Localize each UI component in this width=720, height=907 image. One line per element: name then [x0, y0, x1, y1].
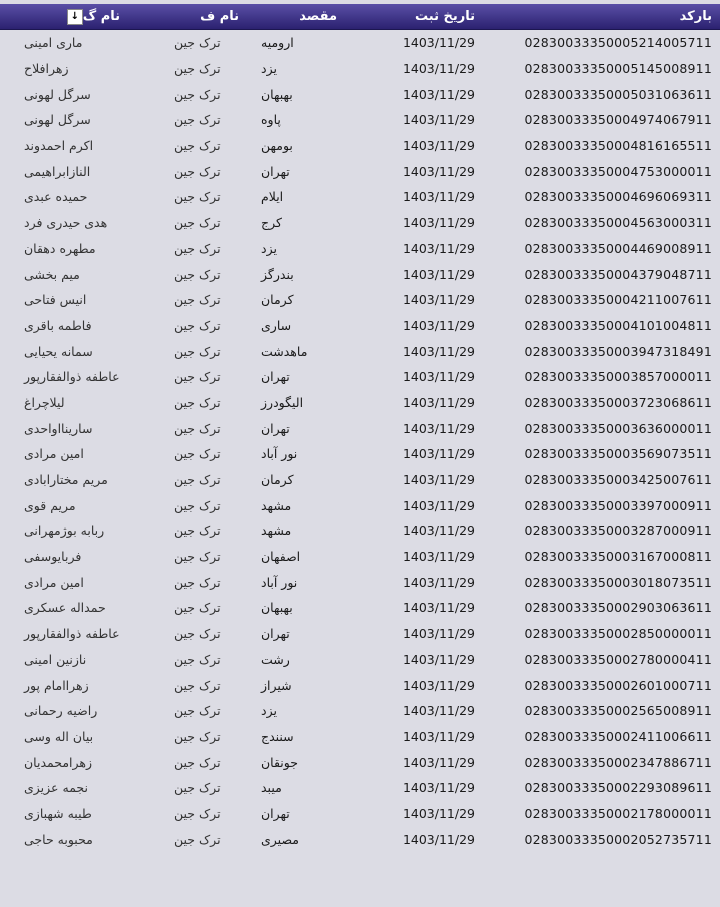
cell-barcode[interactable]: 02830033350002601000711 — [524, 677, 712, 693]
header-destination[interactable]: مقصد — [299, 9, 337, 24]
cell-barcode[interactable]: 02830033350005145008911 — [524, 61, 712, 77]
cell-first-name[interactable]: ترک جین — [174, 549, 221, 565]
cell-first-name[interactable]: ترک جین — [174, 497, 221, 513]
cell-last-name[interactable]: مطهره دهقان — [24, 240, 96, 256]
cell-barcode[interactable]: 02830033350002565008911 — [524, 703, 712, 719]
cell-first-name[interactable]: ترک جین — [174, 446, 221, 462]
cell-date[interactable]: 1403/11/29 — [402, 292, 475, 308]
cell-destination[interactable]: کرمان — [261, 472, 294, 488]
cell-last-name[interactable]: لیلاچراغ — [24, 394, 65, 410]
cell-destination[interactable]: ماهدشت — [261, 343, 308, 359]
table-row[interactable] — [0, 30, 720, 56]
cell-date[interactable]: 1403/11/29 — [402, 240, 475, 256]
cell-barcode[interactable]: 02830033350002850000011 — [524, 626, 712, 642]
cell-first-name[interactable]: ترک جین — [174, 215, 221, 231]
cell-date[interactable]: 1403/11/29 — [402, 163, 475, 179]
cell-barcode[interactable]: 02830033350003167000811 — [524, 549, 712, 565]
cell-first-name[interactable]: ترک جین — [174, 831, 221, 847]
cell-barcode[interactable]: 02830033350002178000011 — [524, 805, 712, 821]
cell-barcode[interactable]: 02830033350002411006611 — [524, 728, 712, 744]
cell-destination[interactable]: بهبهان — [261, 86, 293, 102]
cell-date[interactable]: 1403/11/29 — [402, 497, 475, 513]
cell-barcode[interactable]: 02830033350003569073511 — [524, 446, 712, 462]
cell-date[interactable]: 1403/11/29 — [402, 549, 475, 565]
cell-destination[interactable]: شیراز — [261, 677, 292, 693]
cell-destination[interactable]: میبد — [261, 780, 282, 796]
table-row[interactable] — [0, 492, 720, 518]
cell-first-name[interactable]: ترک جین — [174, 523, 221, 539]
cell-destination[interactable]: اصفهان — [261, 549, 301, 565]
cell-date[interactable]: 1403/11/29 — [402, 138, 475, 154]
cell-date[interactable]: 1403/11/29 — [402, 728, 475, 744]
header-first-name[interactable]: نام ف — [200, 9, 239, 24]
cell-date[interactable]: 1403/11/29 — [402, 703, 475, 719]
cell-first-name[interactable]: ترک جین — [174, 626, 221, 642]
cell-destination[interactable]: تهران — [261, 163, 290, 179]
cell-first-name[interactable]: ترک جین — [174, 677, 221, 693]
cell-last-name[interactable]: بیان اله وسی — [24, 728, 94, 744]
cell-destination[interactable]: یزد — [261, 61, 277, 77]
cell-destination[interactable]: کرمان — [261, 292, 294, 308]
cell-last-name[interactable]: عاطفه ذوالفقارپور — [24, 626, 120, 642]
cell-last-name[interactable]: مریم قوی — [24, 497, 76, 513]
table-row[interactable] — [0, 338, 720, 364]
table-row[interactable] — [0, 698, 720, 724]
table-row[interactable] — [0, 801, 720, 827]
cell-destination[interactable]: یزد — [261, 240, 277, 256]
cell-last-name[interactable]: نجمه عزیزی — [24, 780, 88, 796]
cell-first-name[interactable]: ترک جین — [174, 574, 221, 590]
cell-last-name[interactable]: امین مرادی — [24, 574, 84, 590]
cell-first-name[interactable]: ترک جین — [174, 86, 221, 102]
header-last-name[interactable] — [0, 9, 134, 25]
cell-date[interactable]: 1403/11/29 — [402, 317, 475, 333]
cell-barcode[interactable]: 02830033350003397000911 — [524, 497, 712, 513]
cell-last-name[interactable]: فربایوسفی — [24, 549, 82, 565]
cell-first-name[interactable]: ترک جین — [174, 189, 221, 205]
table-row[interactable] — [0, 107, 720, 133]
cell-last-name[interactable]: عاطفه ذوالفقارپور — [24, 369, 120, 385]
cell-barcode[interactable]: 02830033350005214005711 — [524, 35, 712, 51]
cell-date[interactable]: 1403/11/29 — [402, 677, 475, 693]
cell-barcode[interactable]: 02830033350004753000011 — [524, 163, 712, 179]
cell-last-name[interactable]: ماری امینی — [24, 35, 83, 51]
table-row[interactable] — [0, 621, 720, 647]
table-row[interactable] — [0, 56, 720, 82]
cell-date[interactable]: 1403/11/29 — [402, 266, 475, 282]
cell-last-name[interactable]: سارینااواحدی — [24, 420, 93, 436]
table-row[interactable] — [0, 184, 720, 210]
cell-destination[interactable]: ساری — [261, 317, 292, 333]
cell-date[interactable]: 1403/11/29 — [402, 831, 475, 847]
table-row[interactable] — [0, 158, 720, 184]
cell-first-name[interactable]: ترک جین — [174, 651, 221, 667]
cell-destination[interactable]: تهران — [261, 369, 290, 385]
cell-barcode[interactable]: 02830033350004563000311 — [524, 215, 712, 231]
cell-last-name[interactable]: مریم مختارابادی — [24, 472, 108, 488]
cell-destination[interactable]: ارومیه — [261, 35, 294, 51]
table-row[interactable] — [0, 569, 720, 595]
cell-date[interactable]: 1403/11/29 — [402, 86, 475, 102]
table-row[interactable] — [0, 518, 720, 544]
table-row[interactable] — [0, 826, 720, 852]
cell-date[interactable]: 1403/11/29 — [402, 626, 475, 642]
cell-barcode[interactable]: 02830033350003947318491 — [524, 343, 712, 359]
cell-barcode[interactable]: 02830033350003018073511 — [524, 574, 712, 590]
header-row — [0, 4, 720, 30]
cell-date[interactable]: 1403/11/29 — [402, 420, 475, 436]
cell-last-name[interactable]: زهراامام پور — [24, 677, 89, 693]
table-row[interactable] — [0, 313, 720, 339]
cell-barcode[interactable]: 02830033350002052735711 — [524, 831, 712, 847]
cell-destination[interactable]: سنندج — [261, 728, 294, 744]
cell-destination[interactable]: تهران — [261, 626, 290, 642]
cell-barcode[interactable]: 02830033350002903063611 — [524, 600, 712, 616]
cell-destination[interactable]: نور آباد — [261, 574, 298, 590]
cell-destination[interactable]: بندرگز — [261, 266, 294, 282]
cell-date[interactable]: 1403/11/29 — [402, 35, 475, 51]
cell-first-name[interactable]: ترک جین — [174, 292, 221, 308]
cell-first-name[interactable]: ترک جین — [174, 240, 221, 256]
cell-last-name[interactable]: زهرامحمدیان — [24, 754, 93, 770]
table-row[interactable] — [0, 390, 720, 416]
cell-barcode[interactable]: 02830033350004974067911 — [524, 112, 712, 128]
cell-last-name[interactable]: اکرم احمدوند — [24, 138, 94, 154]
cell-last-name[interactable]: زهرافلاح — [24, 61, 69, 77]
cell-date[interactable]: 1403/11/29 — [402, 472, 475, 488]
table-row[interactable] — [0, 441, 720, 467]
table-row[interactable] — [0, 724, 720, 750]
cell-barcode[interactable]: 02830033350003287000911 — [524, 523, 712, 539]
cell-destination[interactable]: رشت — [261, 651, 290, 667]
cell-barcode[interactable]: 02830033350005031063611 — [524, 86, 712, 102]
table-row[interactable] — [0, 647, 720, 673]
table-row[interactable] — [0, 775, 720, 801]
cell-last-name[interactable]: راضیه رحمانی — [24, 703, 98, 719]
header-barcode[interactable]: بارکد — [679, 9, 712, 24]
cell-last-name[interactable]: حمیده عبدی — [24, 189, 88, 205]
cell-destination[interactable]: تهران — [261, 805, 290, 821]
cell-last-name[interactable]: طیبه شهبازی — [24, 805, 92, 821]
cell-barcode[interactable]: 02830033350004101004811 — [524, 317, 712, 333]
cell-first-name[interactable]: ترک جین — [174, 369, 221, 385]
table-row[interactable] — [0, 210, 720, 236]
sort-descending-icon[interactable]: ↓ — [67, 9, 83, 25]
cell-last-name[interactable]: ربابه بوژمهرانی — [24, 523, 105, 539]
table-row[interactable] — [0, 364, 720, 390]
cell-barcode[interactable]: 02830033350003425007611 — [524, 472, 712, 488]
cell-last-name[interactable]: میم بخشی — [24, 266, 80, 282]
cell-first-name[interactable]: ترک جین — [174, 600, 221, 616]
cell-last-name[interactable]: امین مرادی — [24, 446, 84, 462]
cell-destination[interactable]: الیگودرز — [261, 394, 304, 410]
cell-last-name[interactable]: فاطمه باقری — [24, 317, 92, 333]
cell-destination[interactable]: یزد — [261, 703, 277, 719]
cell-first-name[interactable]: ترک جین — [174, 266, 221, 282]
table-row[interactable] — [0, 81, 720, 107]
cell-date[interactable]: 1403/11/29 — [402, 780, 475, 796]
header-date[interactable]: تاریخ ثبت — [415, 9, 475, 24]
table-row[interactable] — [0, 261, 720, 287]
cell-barcode[interactable]: 02830033350002293089611 — [524, 780, 712, 796]
table-row[interactable] — [0, 595, 720, 621]
cell-last-name[interactable]: هدی حیدری فرد — [24, 215, 108, 231]
cell-destination[interactable]: جونقان — [261, 754, 298, 770]
cell-barcode[interactable]: 02830033350004816165511 — [524, 138, 712, 154]
cell-last-name[interactable]: نازنین امینی — [24, 651, 87, 667]
cell-barcode[interactable]: 02830033350003636000011 — [524, 420, 712, 436]
cell-barcode[interactable]: 02830033350003857000011 — [524, 369, 712, 385]
cell-destination[interactable]: کرج — [261, 215, 282, 231]
cell-last-name[interactable]: سرگل لهونی — [24, 86, 91, 102]
cell-barcode[interactable]: 02830033350002780000411 — [524, 651, 712, 667]
cell-last-name[interactable]: سرگل لهونی — [24, 112, 91, 128]
cell-date[interactable]: 1403/11/29 — [402, 446, 475, 462]
cell-date[interactable]: 1403/11/29 — [402, 189, 475, 205]
cell-barcode[interactable]: 02830033350002347886711 — [524, 754, 712, 770]
cell-first-name[interactable]: ترک جین — [174, 35, 221, 51]
cell-date[interactable]: 1403/11/29 — [402, 215, 475, 231]
cell-date[interactable]: 1403/11/29 — [402, 61, 475, 77]
cell-destination[interactable]: بهبهان — [261, 600, 293, 616]
table-row[interactable] — [0, 287, 720, 313]
table-row[interactable] — [0, 236, 720, 262]
cell-destination[interactable]: تهران — [261, 420, 290, 436]
cell-date[interactable]: 1403/11/29 — [402, 369, 475, 385]
cell-first-name[interactable]: ترک جین — [174, 780, 221, 796]
cell-first-name[interactable]: ترک جین — [174, 754, 221, 770]
cell-barcode[interactable]: 02830033350004469008911 — [524, 240, 712, 256]
cell-destination[interactable]: مصیری — [261, 831, 299, 847]
cell-first-name[interactable]: ترک جین — [174, 703, 221, 719]
cell-first-name[interactable]: ترک جین — [174, 343, 221, 359]
cell-destination[interactable]: پاوه — [261, 112, 281, 128]
cell-last-name[interactable]: انیس فتاحی — [24, 292, 87, 308]
cell-first-name[interactable]: ترک جین — [174, 472, 221, 488]
cell-date[interactable]: 1403/11/29 — [402, 805, 475, 821]
cell-last-name[interactable]: حمداله عسکری — [24, 600, 106, 616]
table-row[interactable] — [0, 415, 720, 441]
cell-barcode[interactable]: 02830033350004211007611 — [524, 292, 712, 308]
cell-barcode[interactable]: 02830033350003723068611 — [524, 394, 712, 410]
cell-first-name[interactable]: ترک جین — [174, 138, 221, 154]
table-body — [0, 30, 720, 852]
cell-date[interactable]: 1403/11/29 — [402, 600, 475, 616]
cell-last-name[interactable]: النازابراهیمی — [24, 163, 91, 179]
table-row[interactable] — [0, 544, 720, 570]
cell-first-name[interactable]: ترک جین — [174, 420, 221, 436]
cell-last-name[interactable]: محبوبه حاجی — [24, 831, 93, 847]
cell-first-name[interactable]: ترک جین — [174, 112, 221, 128]
header-last-name-label: نام گ — [82, 9, 120, 24]
cell-destination[interactable]: مشهد — [261, 497, 292, 513]
cell-date[interactable]: 1403/11/29 — [402, 651, 475, 667]
cell-first-name[interactable]: ترک جین — [174, 394, 221, 410]
datasheet-grid — [0, 4, 720, 881]
cell-first-name[interactable]: ترک جین — [174, 61, 221, 77]
cell-barcode[interactable]: 02830033350004696069311 — [524, 189, 712, 205]
cell-destination[interactable]: نور آباد — [261, 446, 298, 462]
cell-barcode[interactable]: 02830033350004379048711 — [524, 266, 712, 282]
table-row[interactable] — [0, 467, 720, 493]
cell-date[interactable]: 1403/11/29 — [402, 754, 475, 770]
cell-first-name[interactable]: ترک جین — [174, 317, 221, 333]
cell-date[interactable]: 1403/11/29 — [402, 112, 475, 128]
cell-destination[interactable]: مشهد — [261, 523, 292, 539]
cell-destination[interactable]: ایلام — [261, 189, 284, 205]
cell-first-name[interactable]: ترک جین — [174, 805, 221, 821]
cell-date[interactable]: 1403/11/29 — [402, 394, 475, 410]
cell-date[interactable]: 1403/11/29 — [402, 523, 475, 539]
cell-destination[interactable]: بومهن — [261, 138, 293, 154]
cell-date[interactable]: 1403/11/29 — [402, 343, 475, 359]
cell-date[interactable]: 1403/11/29 — [402, 574, 475, 590]
cell-first-name[interactable]: ترک جین — [174, 728, 221, 744]
table-row[interactable] — [0, 133, 720, 159]
table-row[interactable] — [0, 672, 720, 698]
cell-first-name[interactable]: ترک جین — [174, 163, 221, 179]
cell-last-name[interactable]: سمانه یحیایی — [24, 343, 93, 359]
table-row[interactable] — [0, 749, 720, 775]
